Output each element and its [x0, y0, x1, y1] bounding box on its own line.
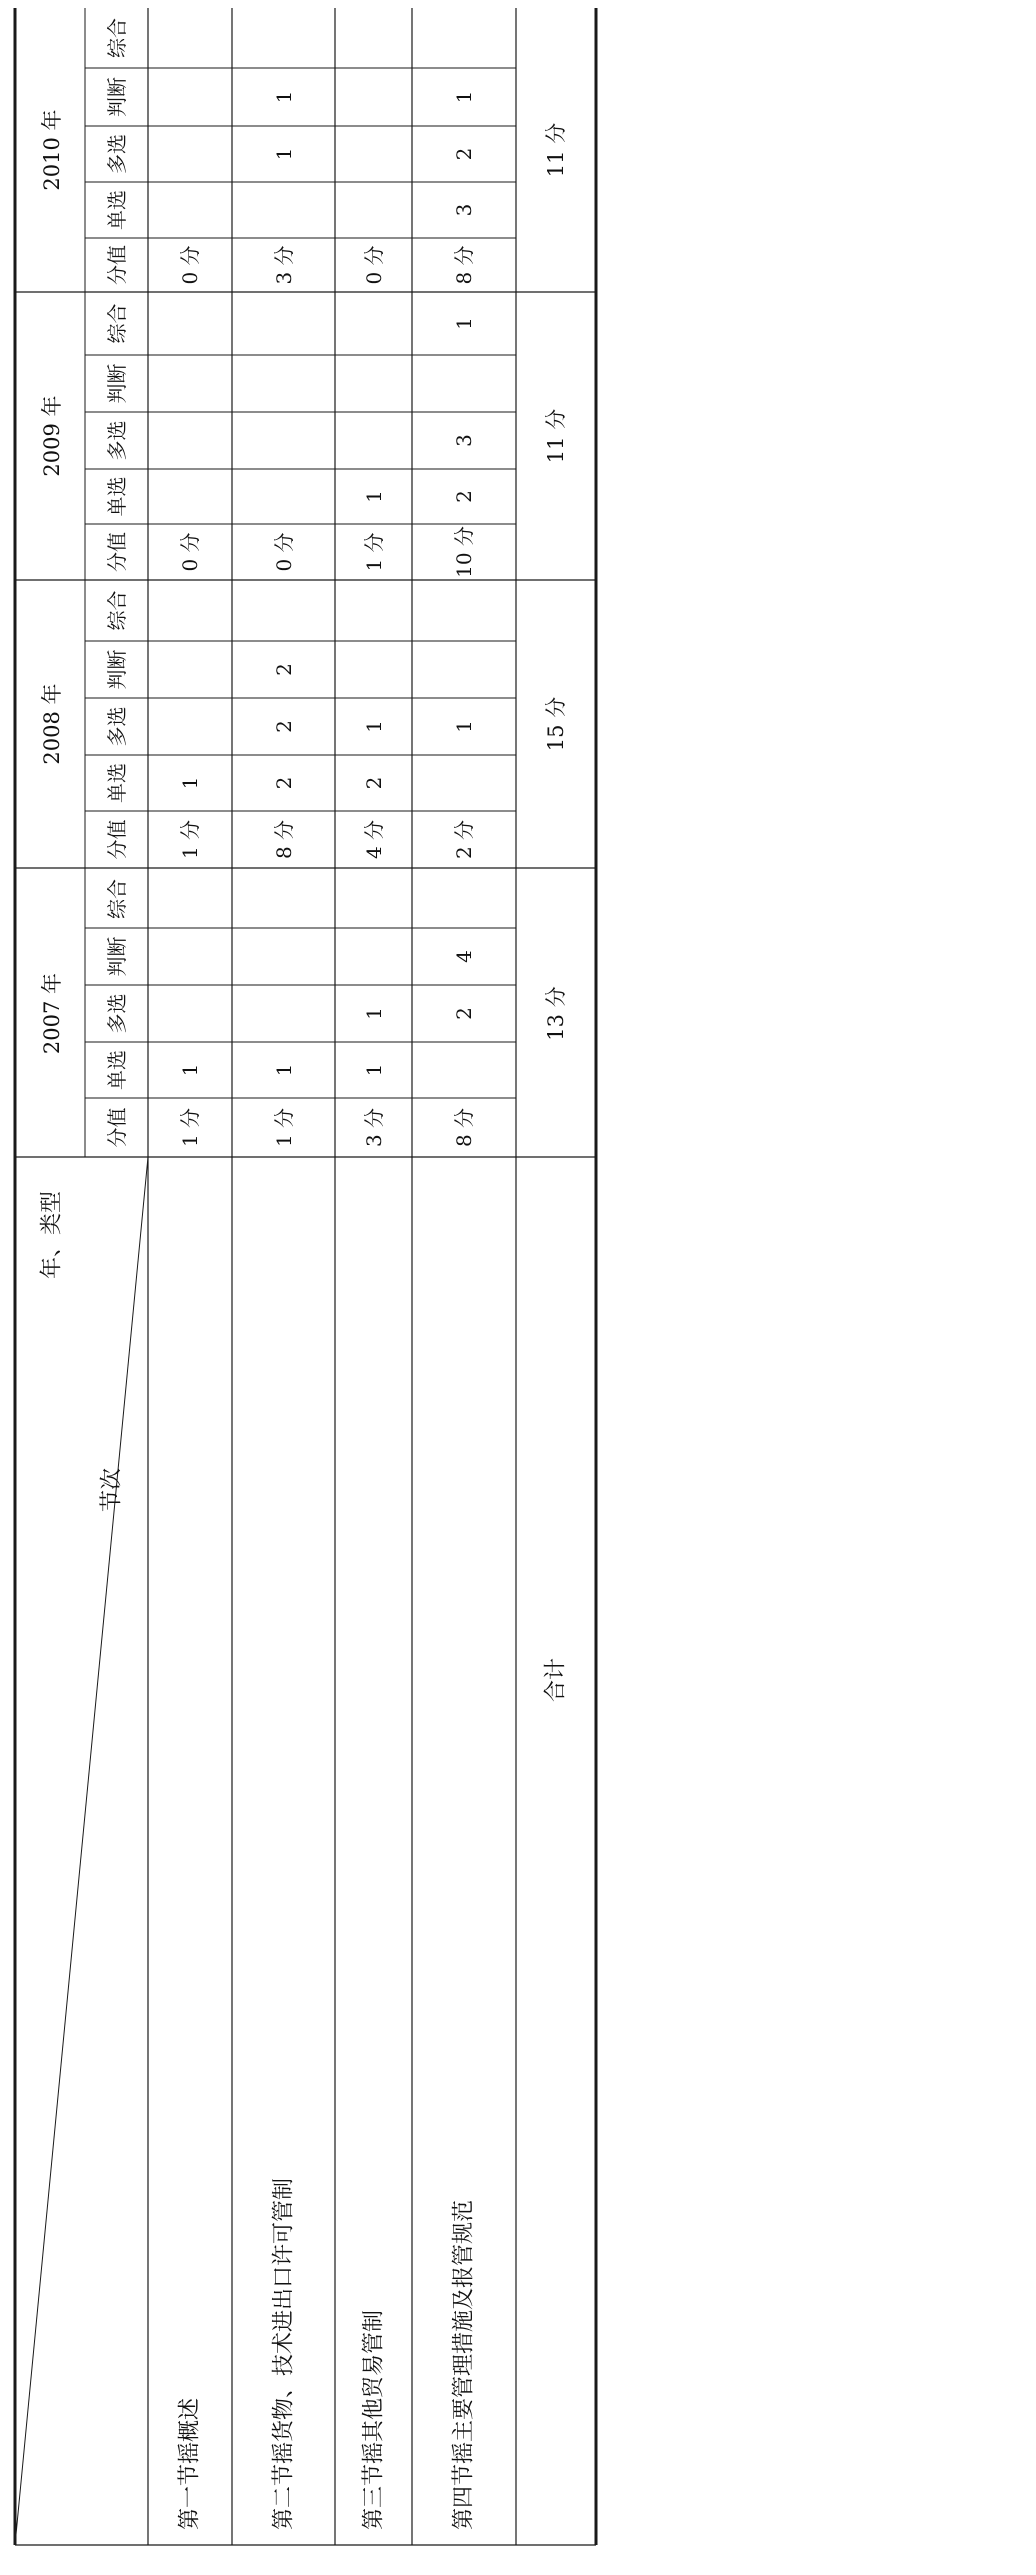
- year-header: 2009 年: [40, 395, 64, 477]
- table-cell: 4: [452, 950, 476, 963]
- table-cell: 1: [178, 776, 202, 790]
- subheader-label: 综合: [105, 879, 129, 919]
- subheader-label: 分值: [105, 1107, 129, 1148]
- row-label: 第一节摇概述: [177, 2397, 203, 2530]
- subheader-label: 单选: [105, 190, 129, 230]
- total-value: 15 分: [544, 696, 568, 752]
- corner-bottom-label: 节次: [99, 1467, 125, 1513]
- table-cell: 1 分: [178, 819, 202, 860]
- table-cell: 0 分: [362, 245, 386, 285]
- row-label: 第三节摇其他贸易管制: [361, 2309, 387, 2530]
- table-grid-lines: [15, 8, 596, 2545]
- table-cell: 0 分: [272, 532, 296, 572]
- row-label: 第四节摇主要管理措施及报管规范: [451, 2199, 477, 2530]
- subheader-label: 判断: [105, 649, 129, 690]
- row-label: 第二节摇货物、技术进出口许可管制: [271, 2177, 297, 2530]
- subheader-label: 单选: [105, 763, 129, 803]
- table-cell: 1 分: [362, 532, 386, 572]
- total-value: 11 分: [544, 408, 568, 464]
- corner-top-label: 年、类型: [39, 1190, 65, 1280]
- year-header: 2010 年: [40, 109, 64, 191]
- subheader-label: 多选: [105, 420, 129, 461]
- subheader-label: 综合: [105, 590, 129, 631]
- subheader-label: 综合: [105, 18, 129, 58]
- total-label: 合计: [543, 1657, 569, 1703]
- table-cell: 1 分: [178, 1107, 202, 1148]
- table-cell: 10 分: [452, 526, 476, 578]
- table-cell: 1: [178, 1063, 202, 1077]
- table-cell: 1: [452, 317, 476, 330]
- subheader-label: 多选: [105, 706, 129, 747]
- subheader-label: 判断: [105, 363, 129, 404]
- subheader-label: 多选: [105, 134, 129, 174]
- table-cell: 3: [452, 434, 476, 447]
- table-cell: 2: [452, 147, 476, 161]
- table-cell: 1: [362, 1007, 386, 1020]
- table-cell: 1: [362, 490, 386, 503]
- table-cell: 3 分: [272, 245, 296, 285]
- table-cell: 1: [272, 90, 296, 104]
- table-cell: 2: [452, 1007, 476, 1020]
- subheader-label: 判断: [105, 77, 129, 117]
- subheader-label: 分值: [105, 532, 129, 572]
- table-cell: 2: [272, 776, 296, 790]
- corner-diagonal-line: [15, 1157, 148, 2545]
- subheader-label: 单选: [105, 476, 129, 517]
- table-cell: 2: [272, 663, 296, 676]
- subheader-label: 分值: [105, 245, 129, 285]
- table-text: [40, 18, 569, 2530]
- table-cell: 2 分: [452, 819, 476, 860]
- table-cell: 1 分: [272, 1107, 296, 1148]
- table-cell: 1: [362, 1063, 386, 1077]
- table-cell: 1: [362, 720, 386, 733]
- subheader-label: 判断: [105, 936, 129, 977]
- table-cell: 0 分: [178, 532, 202, 572]
- table-cell: 8 分: [272, 819, 296, 860]
- year-header: 2007 年: [40, 972, 64, 1055]
- table-cell: 3 分: [362, 1107, 386, 1148]
- table-cell: 1: [452, 90, 476, 104]
- subheader-label: 多选: [105, 993, 129, 1034]
- subheader-label: 分值: [105, 819, 129, 860]
- table-cell: 3: [452, 203, 476, 217]
- table-cell: 4 分: [362, 819, 386, 860]
- table-cell: 2: [362, 776, 386, 790]
- table-cell: 2: [272, 720, 296, 733]
- total-value: 13 分: [544, 986, 568, 1041]
- table-cell: 0 分: [178, 245, 202, 285]
- table-cell: 2: [452, 490, 476, 503]
- table-cell: 1: [272, 147, 296, 161]
- table-cell: 1: [452, 720, 476, 733]
- table-cell: 8 分: [452, 1107, 476, 1148]
- year-header: 2008 年: [40, 683, 64, 765]
- subheader-label: 综合: [105, 303, 129, 344]
- total-value: 11 分: [544, 122, 568, 178]
- table-cell: 1: [272, 1063, 296, 1077]
- table-cell: 8 分: [452, 245, 476, 285]
- subheader-label: 单选: [105, 1050, 129, 1090]
